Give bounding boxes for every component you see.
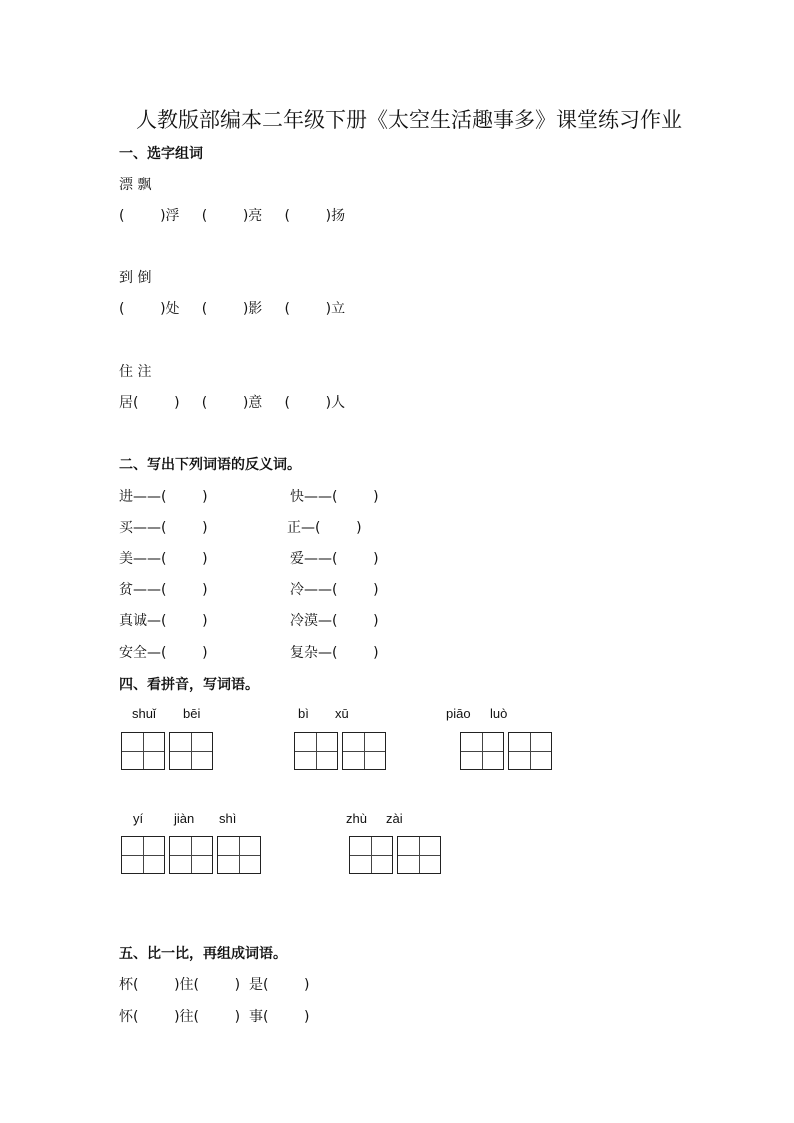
compare-line-1: 杯( )住( ) 是( ) xyxy=(119,977,310,993)
antonym-right-5: 冷漠—( ) xyxy=(290,613,379,629)
antonym-right-3: 爱——( ) xyxy=(290,551,379,567)
pinyin-label: piāo xyxy=(446,706,471,721)
antonym-right-6: 复杂—( ) xyxy=(290,645,379,661)
page-title: 人教版部编本二年级下册《太空生活趣事多》课堂练习作业 xyxy=(136,108,682,132)
fill-line-3: 居( ) ( )意 ( )人 xyxy=(119,395,346,411)
writing-grid-box[interactable] xyxy=(294,732,338,770)
antonym-right-1: 快——( ) xyxy=(290,489,379,505)
pinyin-label: luò xyxy=(490,706,508,721)
antonym-left-2: 买——( ) xyxy=(119,520,208,536)
pinyin-label: shì xyxy=(219,811,237,826)
pinyin-label: zhù xyxy=(346,811,367,826)
writing-grid-box[interactable] xyxy=(217,836,261,874)
pinyin-label: xū xyxy=(335,706,349,721)
pinyin-label: shuǐ xyxy=(132,706,156,721)
char-pair-1: 漂 飘 xyxy=(119,177,152,193)
section-2-heading: 二、写出下列词语的反义词。 xyxy=(119,457,301,473)
writing-grid-box[interactable] xyxy=(508,732,552,770)
fill-line-1: ( )浮 ( )亮 ( )扬 xyxy=(119,208,346,224)
section-5-heading: 五、比一比，再组成词语。 xyxy=(119,946,287,962)
writing-grid-box[interactable] xyxy=(121,732,165,770)
antonym-left-4: 贫——( ) xyxy=(119,582,208,598)
antonym-left-3: 美——( ) xyxy=(119,551,208,567)
writing-grid-box[interactable] xyxy=(397,836,441,874)
antonym-left-6: 安全—( ) xyxy=(119,645,208,661)
pinyin-label: bì xyxy=(298,706,309,721)
writing-grid-box[interactable] xyxy=(342,732,386,770)
writing-grid-box[interactable] xyxy=(169,836,213,874)
pinyin-label: jiàn xyxy=(174,811,195,826)
char-pair-2: 到 倒 xyxy=(119,270,152,286)
antonym-left-1: 进——( ) xyxy=(119,489,208,505)
writing-grid-box[interactable] xyxy=(460,732,504,770)
writing-grid-box[interactable] xyxy=(121,836,165,874)
compare-line-2: 怀( )往( ) 事( ) xyxy=(119,1009,310,1025)
fill-line-2: ( )处 ( )影 ( )立 xyxy=(119,301,346,317)
writing-grid-box[interactable] xyxy=(169,732,213,770)
section-4-heading: 四、看拼音，写词语。 xyxy=(119,677,259,693)
pinyin-label: bēi xyxy=(183,706,201,721)
antonym-right-4: 冷——( ) xyxy=(290,582,379,598)
section-1-heading: 一、选字组词 xyxy=(119,146,203,162)
char-pair-3: 住 注 xyxy=(119,364,152,380)
writing-grid-box[interactable] xyxy=(349,836,393,874)
antonym-left-5: 真诚—( ) xyxy=(119,613,208,629)
pinyin-label: yí xyxy=(133,811,144,826)
pinyin-label: zài xyxy=(386,811,403,826)
antonym-right-2: 正—( ) xyxy=(287,520,362,536)
